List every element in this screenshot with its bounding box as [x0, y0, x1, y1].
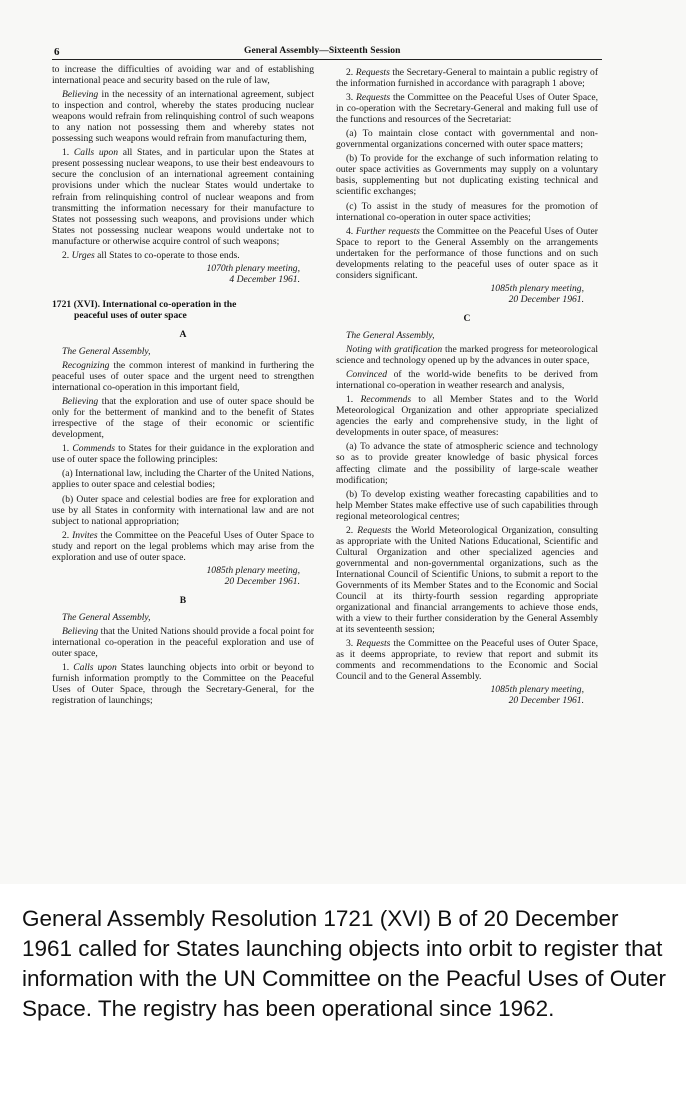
meeting-number: 1085th plenary meeting, [490, 684, 584, 696]
meeting-number: 1070th plenary meeting, [206, 262, 300, 274]
paragraph-text: the marked progress for meteorological science and technology opened up by the advances in outer space, [336, 344, 598, 367]
paragraph-text: all States, and in particular upon the States at present possessing nuclear weapons, to use their best endeavours to secure the conclusion of an international agreement containing provisions under which the nuclear States would undertake to refrain from relinquishing control of nuclear weapons and from transmitting the information necessary for their manufacture to States not possessing such weapons, and provisions under which States not possessing nuclear weapons would undertake not to manufacture or otherwise acquire control of such weapons; [52, 147, 314, 247]
operative-verb: Invites [72, 529, 98, 541]
operative-verb: Recommends [360, 394, 412, 406]
paragraph-text: that the exploration and use of outer space should be only for the betterment of mankind and to the benefit of States irrespective of the stage of their economic or scientific development, [52, 396, 314, 441]
paragraph-text: the Secretary-General to maintain a public registry of the information furnished in accordance with paragraph 1 above; [336, 67, 599, 90]
paragraph-text: To maintain close contact with governmental and non-governmental organizations concerned with outer space matters; [336, 128, 598, 151]
left-column [52, 64, 314, 706]
section-letter: B [179, 594, 187, 606]
operative-verb: Believing [62, 89, 99, 101]
meeting-date: 20 December 1961. [224, 575, 300, 587]
paragraph [52, 626, 314, 659]
paragraph-number: 2. [62, 249, 72, 261]
preamble-heading: The General Assembly, [62, 345, 151, 357]
paragraph-number: 4. [346, 225, 356, 237]
operative-verb: Calls upon [73, 662, 117, 674]
paragraph [52, 147, 314, 246]
paragraph [336, 201, 598, 223]
resolution-title-line: 1721 (XVI). International co-operation in the [52, 298, 237, 310]
paragraph [52, 443, 314, 465]
paragraph-number: 1. [62, 147, 74, 159]
paragraph [52, 530, 314, 563]
meeting-date: 4 December 1961. [229, 273, 300, 285]
meeting-number: 1085th plenary meeting, [206, 564, 300, 576]
paragraph-number: (c) [346, 200, 362, 212]
paragraph-text: the Committee on the Peaceful Uses of Outer Space to report to the General Assembly on the arrangements undertaken for the performance of those functions and on such developments relating to the peaceful uses of outer space as it considers significant. [336, 225, 599, 281]
meeting-signature [52, 263, 300, 285]
operative-verb: Requests [355, 67, 390, 78]
operative-verb: Requests [356, 92, 391, 104]
paragraph [336, 344, 598, 366]
right-column [336, 64, 598, 714]
paragraph [336, 67, 598, 89]
page-number: 6 [54, 46, 60, 58]
paragraph-text: to States for their guidance in the exploration and use of outer space the following principles: [52, 443, 315, 466]
operative-verb: Believing [62, 625, 99, 637]
meeting-date: 20 December 1961. [508, 695, 584, 707]
paragraph [52, 468, 314, 490]
paragraph [336, 638, 598, 682]
paragraph-number: 1. [346, 394, 361, 406]
meeting-signature [52, 565, 300, 587]
paragraph-text: all States to co-operate to those ends. [94, 249, 240, 261]
operative-verb: Commends [72, 443, 116, 455]
operative-verb: Convinced [346, 369, 388, 381]
operative-verb: Urges [71, 249, 95, 261]
operative-verb: Noting with gratification [346, 344, 443, 356]
paragraph-text: the Committee on the Peaceful Uses of Outer Space to study and report on the legal problems which may arise from the exploration and use of outer space. [52, 529, 314, 563]
operative-verb: Further requests [355, 225, 420, 237]
operative-verb: Requests [356, 638, 391, 650]
paragraph-number: 2. [346, 524, 358, 536]
operative-verb: Believing [62, 396, 99, 408]
paragraph-number: (a) [62, 468, 76, 480]
paragraph-number: 3. [346, 92, 357, 104]
paragraph [52, 494, 314, 527]
paragraph-text: To assist in the study of measures for the promotion of international co-operation in outer space activities; [336, 200, 599, 223]
paragraph-text: States launching objects into orbit or beyond to furnish information promptly to the Committee on the Peaceful Uses of Outer Space, through the Secretary-General, for the registration of launchings; [52, 662, 314, 707]
paragraph [336, 394, 598, 438]
paragraph [336, 128, 598, 150]
paragraph-number: (b) [346, 153, 361, 165]
paragraph [52, 89, 314, 144]
paragraph [336, 153, 598, 197]
paragraph-number: (b) [62, 493, 77, 505]
operative-verb: Requests [357, 524, 392, 536]
paragraph-text: to all Member States and to the World Meteorological Organization and other appropriate specialized agencies the early and comprehensive study, in the light of developments in outer space, of measures: [336, 394, 599, 439]
paragraph-text: the common interest of mankind in furthering the peaceful uses of outer space and the urgent need to strengthen international co-operation in this important field, [52, 359, 314, 394]
paragraph [336, 489, 598, 522]
paragraph-text: of the world-wide benefits to be derived from international co-operation in weather research and analysis, [336, 369, 598, 392]
paragraph-text: To develop existing weather forecasting capabilities and to help Member States make effective use of such capabilities through regional meteorological centres; [336, 488, 598, 522]
section-letter: A [179, 328, 187, 340]
running-head: General Assembly—Sixteenth Session [244, 46, 401, 56]
preamble-heading: The General Assembly, [346, 329, 435, 341]
paragraph [336, 441, 598, 485]
paragraph-text: the Committee on the Peaceful Uses of Outer Space, in co-operation with the Secretary-General and making full use of the functions and resources of the Secretariat: [336, 92, 598, 126]
paragraph-text: To provide for the exchange of such information relating to outer space activities as Governments may supply on a voluntary basis, supplementing but not duplicating existing technical and scientific exchanges; [336, 153, 598, 198]
paragraph: to increase the difficulties of avoiding war and of establishing international peace and security based on the rule of law, [52, 64, 314, 87]
paragraph [336, 92, 598, 125]
paragraph-number: 1. [62, 443, 73, 455]
paragraph-number: 2. [62, 529, 73, 541]
paragraph-number: (a) [346, 441, 360, 453]
operative-verb: Calls upon [73, 147, 119, 159]
paragraph-text: To advance the state of atmospheric science and technology so as to provide greater knowledge of basic physical forces affecting climate and the possibility of large-scale weather modification; [336, 441, 598, 486]
image-caption: General Assembly Resolution 1721 (XVI) B of 20 December 1961 called for States launching objects into orbit to register that information with the UN Committee on the Peacful Uses of Outer Space. The registry has been operational since 1962. [22, 906, 667, 1021]
paragraph-text: that the United Nations should provide a focal point for international co-operation in the peaceful exploration and use of outer space, [52, 625, 314, 660]
paragraph [52, 250, 314, 261]
paragraph [336, 525, 598, 635]
meeting-number: 1085th plenary meeting, [490, 282, 584, 294]
operative-verb: Recognizing [62, 359, 110, 371]
paragraph-text: the Committee on the Peaceful uses of Outer Space, as it deems appropriate, to review that report and submit its comments and recommendations to the Economic and Social Council and to the General Assembly. [336, 638, 598, 683]
paragraph [52, 360, 314, 393]
paragraph-text: the World Meteorological Organization, consulting as appropriate with the United Nations Educational, Scientific and Cultural Organization and other specialized agencies and governmental and non-governmental organizations, such as the International Council of Scientific Unions, to submit a report to the Governments of its Member States and to the Economic and Social Council at its thirty-fourth session regarding appropriate organizational and financial arrangements to achieve those ends, with a view to their further consideration by the General Assembly at its seventeenth session; [336, 524, 598, 636]
preamble-heading: The General Assembly, [62, 611, 151, 623]
resolution-title [52, 299, 314, 321]
paragraph-number: 1. [62, 662, 74, 674]
paragraph-text: International law, including the Charter of the United Nations, applies to outer space and celestial bodies; [52, 468, 315, 491]
meeting-signature [336, 684, 584, 706]
paragraph-number: 2. [346, 67, 356, 78]
paragraph [52, 662, 314, 706]
section-letter: C [463, 312, 471, 324]
paragraph [52, 396, 314, 440]
paragraph [336, 226, 598, 281]
paragraph-text: in the necessity of an international agreement, subject to inspection and control, whereby the states producing nuclear weapons would refrain from relinquishing control of such weapons to any nation not possessing them and whereby states not possessing such weapons would refrain from manufacturing them, [52, 89, 314, 145]
paragraph-number: 3. [346, 638, 357, 650]
paragraph-text: Outer space and celestial bodies are free for exploration and use by all States in conformity with international law and are not subject to national appropriation; [52, 493, 314, 527]
meeting-date: 20 December 1961. [508, 293, 584, 305]
header-rule [52, 59, 602, 60]
resolution-title-line: peaceful uses of outer space [74, 309, 187, 321]
meeting-signature [336, 283, 584, 305]
paragraph [336, 369, 598, 391]
paragraph-number: (a) [346, 128, 363, 140]
paragraph-number: (b) [346, 488, 362, 500]
